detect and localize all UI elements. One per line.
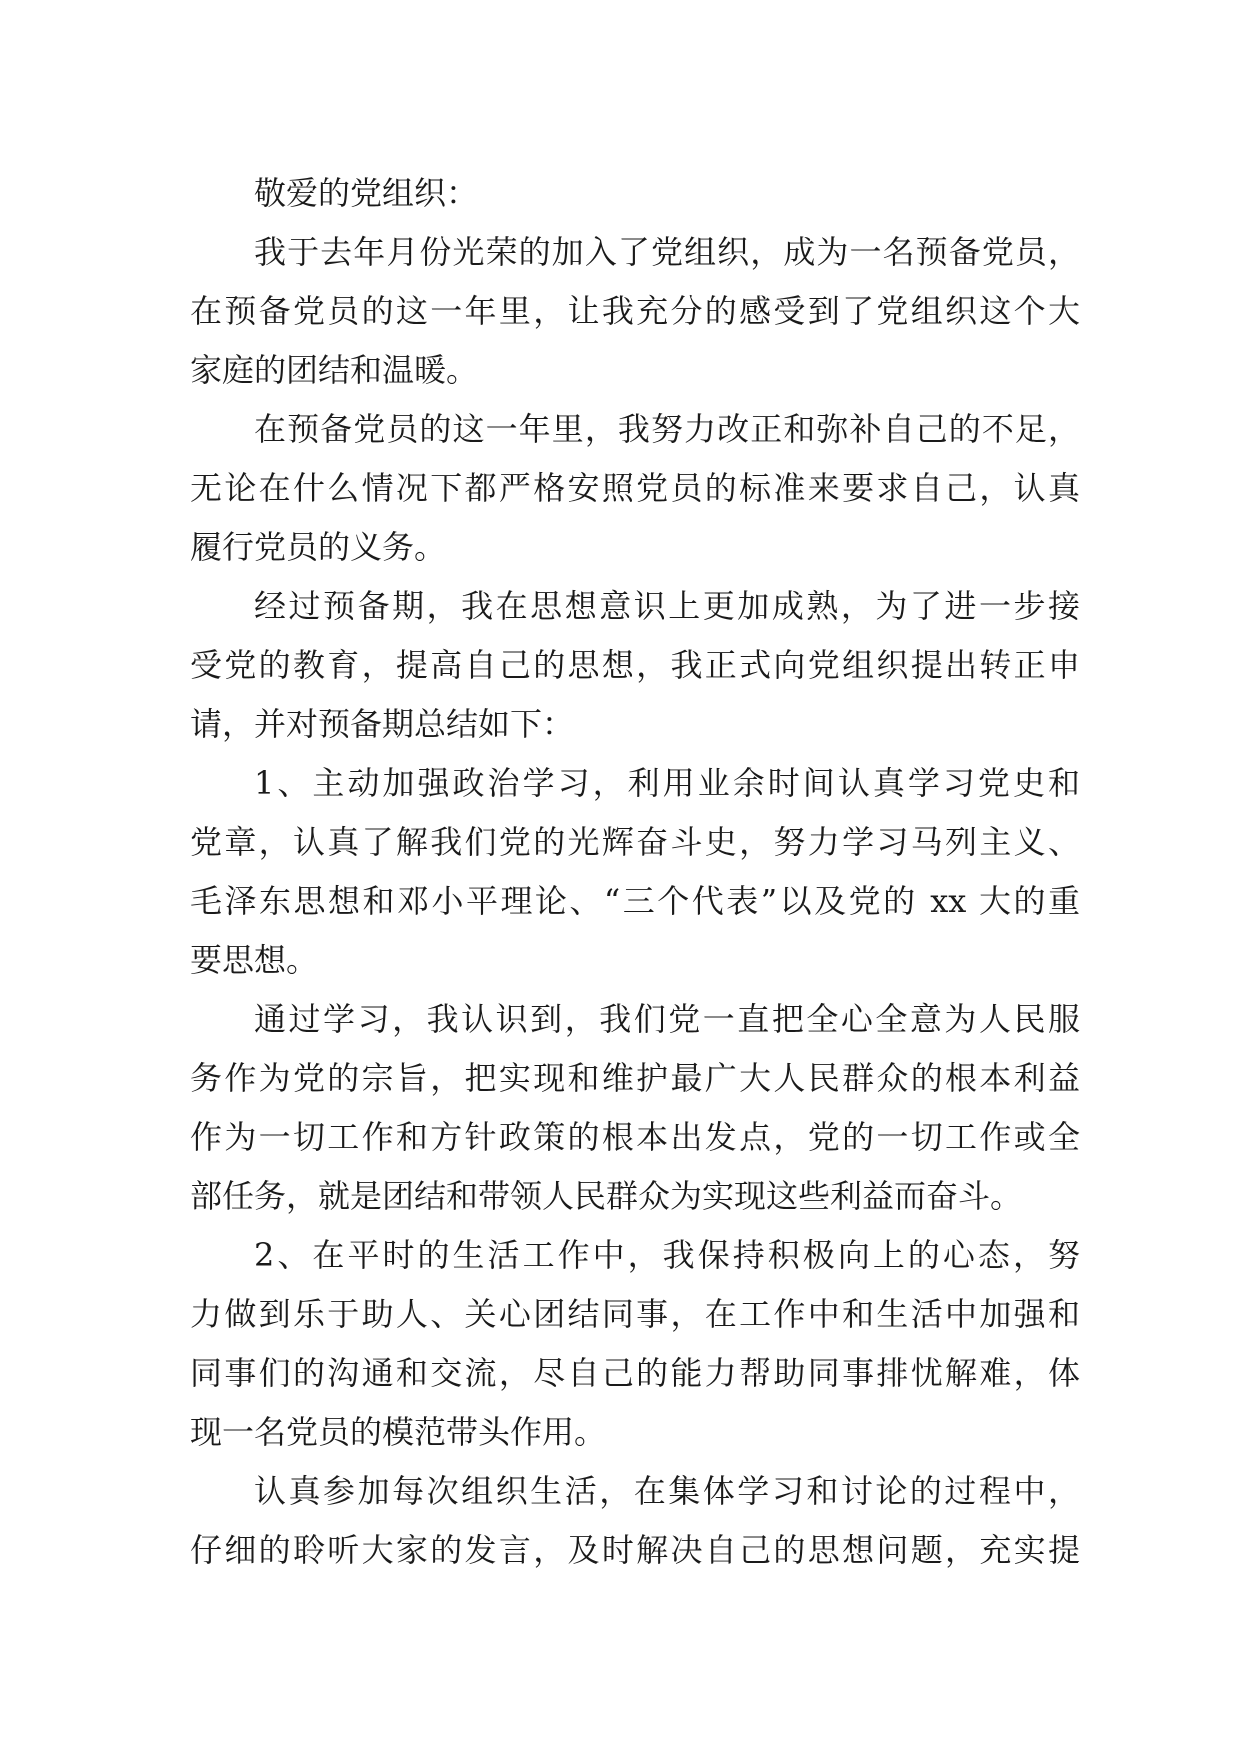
paragraph-7 — [190, 1462, 1080, 1580]
paragraph-line: 1、主动加强政治学习，利用业余时间认真学习党史和 — [254, 764, 1080, 802]
paragraph-line: 2、在平时的生活工作中，我保持积极向上的心态，努 — [254, 1236, 1080, 1274]
paragraph-line: 部任务，就是团结和带领人民群众为实现这些利益而奋斗。 — [190, 1177, 1023, 1215]
paragraph-line: 认真参加每次组织生活，在集体学习和讨论的过程中， — [254, 1472, 1080, 1510]
paragraph-1 — [190, 223, 1080, 400]
paragraph-line: 同事们的沟通和交流，尽自己的能力帮助同事排忧解难，体 — [190, 1354, 1080, 1392]
paragraph-3 — [190, 577, 1080, 754]
document-body — [190, 164, 1080, 1580]
paragraph-4 — [190, 754, 1080, 990]
paragraph-line: 作为一切工作和方针政策的根本出发点，党的一切工作或全 — [190, 1118, 1080, 1156]
paragraph-line: 请，并对预备期总结如下： — [190, 705, 575, 743]
paragraph-line: 无论在什么情况下都严格安照党员的标准来要求自己，认真 — [190, 469, 1080, 507]
salutation: 敬爱的党组织： — [254, 174, 479, 212]
paragraph-5 — [190, 990, 1080, 1226]
paragraph-line: 党章，认真了解我们党的光辉奋斗史，努力学习马列主义、 — [190, 823, 1080, 861]
paragraph-line: 务作为党的宗旨，把实现和维护最广大人民群众的根本利益 — [190, 1059, 1080, 1097]
paragraph-line: 在预备党员的这一年里，让我充分的感受到了党组织这个大 — [190, 292, 1080, 330]
paragraph-line: 家庭的团结和温暖。 — [190, 351, 479, 389]
paragraph-line: 仔细的聆听大家的发言，及时解决自己的思想问题，充实提 — [190, 1531, 1080, 1569]
paragraph-line: 通过学习，我认识到，我们党一直把全心全意为人民服 — [254, 1000, 1080, 1038]
paragraph-line: 在预备党员的这一年里，我努力改正和弥补自己的不足， — [254, 410, 1080, 448]
paragraph-line: 受党的教育，提高自己的思想，我正式向党组织提出转正申 — [190, 646, 1080, 684]
paragraph-2 — [190, 400, 1080, 577]
paragraph-line: 现一名党员的模范带头作用。 — [190, 1413, 607, 1451]
paragraph-line: 履行党员的义务。 — [190, 528, 447, 566]
paragraph-line: 力做到乐于助人、关心团结同事，在工作中和生活中加强和 — [190, 1295, 1080, 1333]
paragraph-line: 我于去年月份光荣的加入了党组织，成为一名预备党员， — [254, 233, 1080, 271]
paragraph-line: 毛泽东思想和邓小平理论、“三个代表”以及党的 xx 大的重 — [190, 882, 1080, 920]
paragraph-line: 经过预备期，我在思想意识上更加成熟，为了进一步接 — [254, 587, 1080, 625]
paragraph-line: 要思想。 — [190, 941, 319, 979]
paragraph-6 — [190, 1226, 1080, 1462]
